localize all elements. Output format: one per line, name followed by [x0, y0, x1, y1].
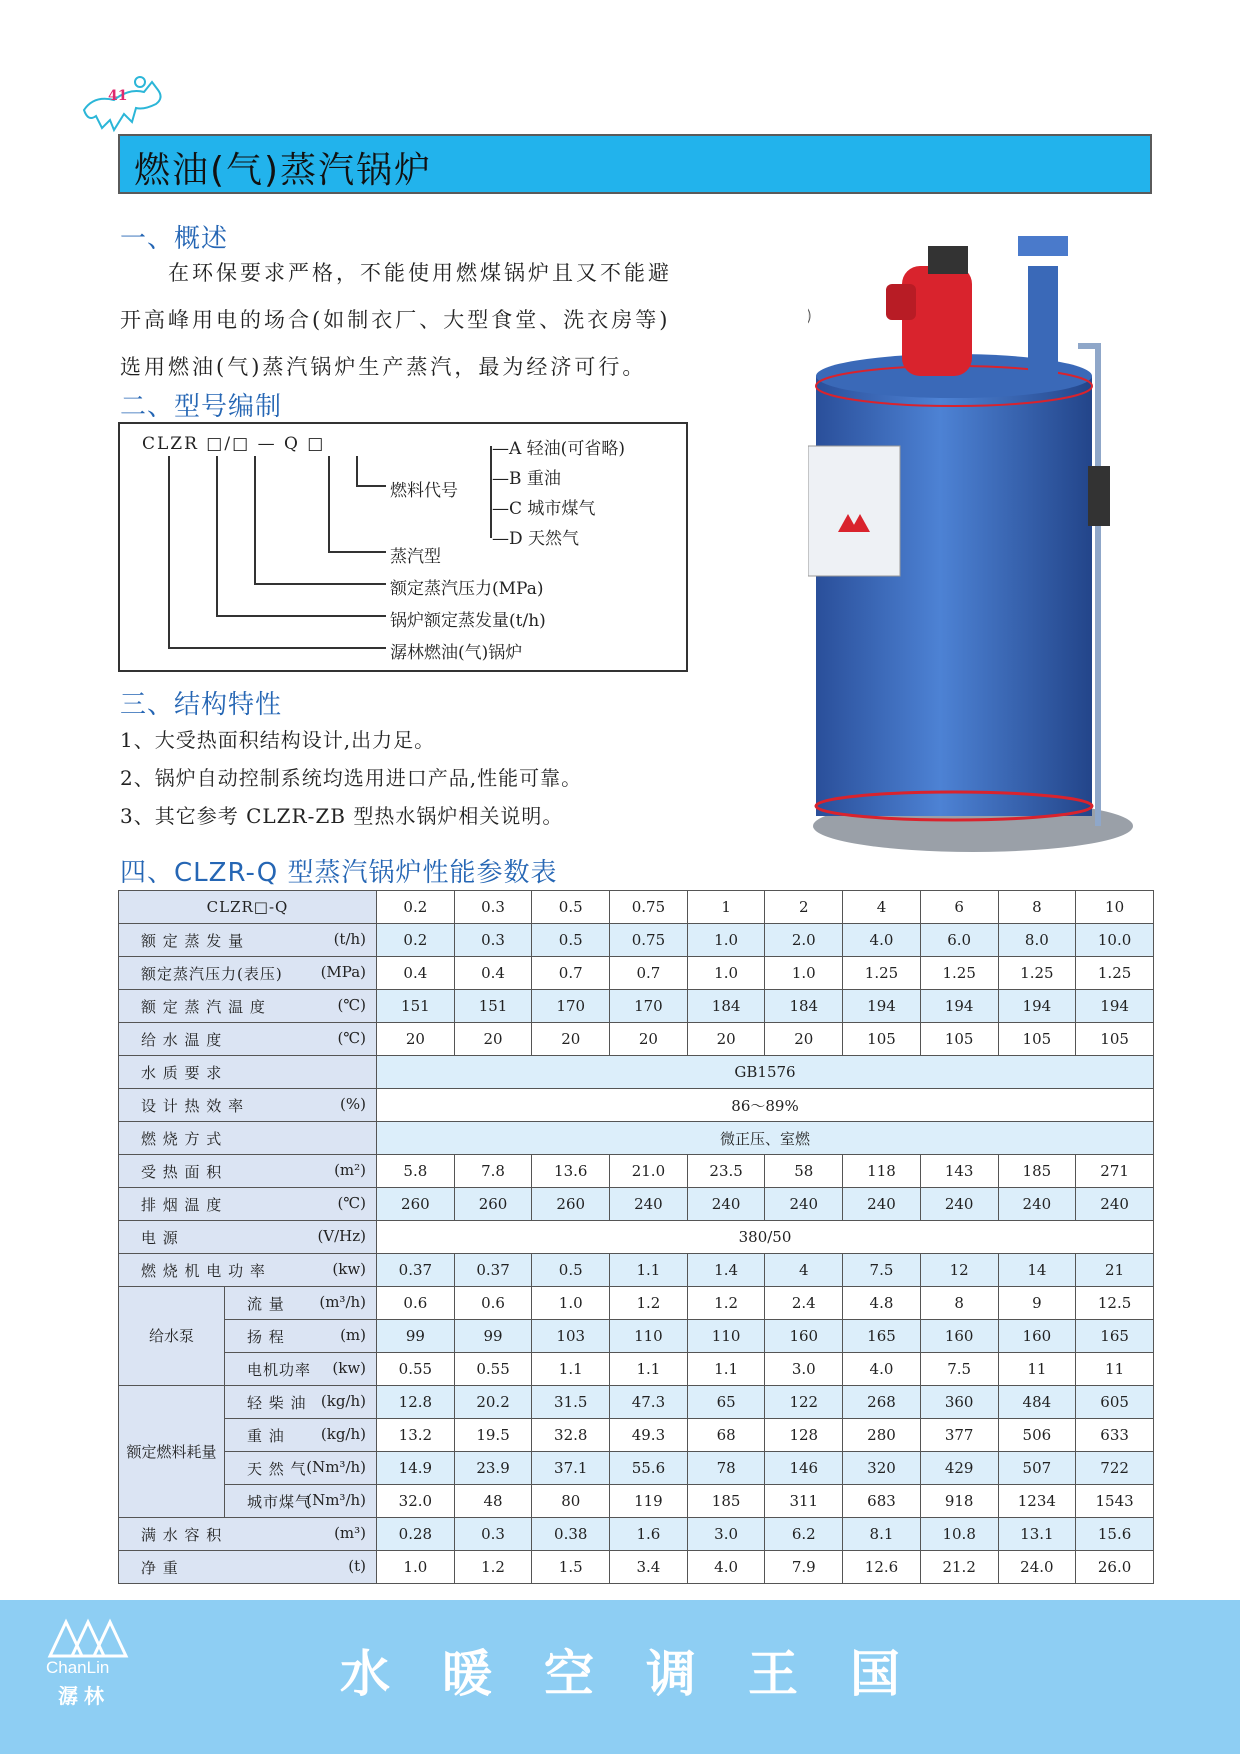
value-cell: 55.6 — [610, 1452, 688, 1485]
value-cell: 5.8 — [377, 1155, 455, 1188]
row-unit: (Nm³/h) — [306, 1457, 367, 1476]
value-cell: 12.5 — [1076, 1287, 1154, 1320]
row-label — [225, 1386, 377, 1419]
row-label — [225, 1452, 377, 1485]
value-cell: 377 — [920, 1419, 998, 1452]
value-cell: 31.5 — [532, 1386, 610, 1419]
row-label-text: 额 定 蒸 汽 温 度 — [141, 997, 266, 1016]
value-cell: 14.9 — [377, 1452, 455, 1485]
value-cell: 14 — [998, 1254, 1076, 1287]
value-cell: 0.28 — [377, 1518, 455, 1551]
value-cell: 20 — [532, 1023, 610, 1056]
value-cell: 110 — [610, 1320, 688, 1353]
span-value-cell: 380/50 — [377, 1221, 1154, 1254]
value-cell: 260 — [454, 1188, 532, 1221]
row-label-text: 燃 烧 方 式 — [141, 1129, 223, 1148]
value-cell: 484 — [998, 1386, 1076, 1419]
value-cell: 0.7 — [532, 957, 610, 990]
overview-heading: 一、概述 — [120, 224, 229, 254]
value-cell: 6.0 — [920, 924, 998, 957]
value-cell: 260 — [377, 1188, 455, 1221]
value-cell: 160 — [765, 1320, 843, 1353]
table-row — [119, 1155, 1154, 1188]
overview-paragraph — [120, 250, 720, 391]
value-cell: 10.0 — [1076, 924, 1154, 957]
value-cell: 20.2 — [454, 1386, 532, 1419]
row-unit: (V/Hz) — [317, 1226, 367, 1245]
value-cell: 240 — [765, 1188, 843, 1221]
row-label-text: 电 源 — [141, 1228, 179, 1247]
row-label — [119, 1155, 377, 1188]
value-cell: 8.1 — [843, 1518, 921, 1551]
row-label — [119, 924, 377, 957]
overview-line: 在环保要求严格，不能使用燃煤锅炉且又不能避 — [168, 261, 672, 285]
value-cell: 1543 — [1076, 1485, 1154, 1518]
value-cell: 0.6 — [377, 1287, 455, 1320]
row-label — [225, 1287, 377, 1320]
model-header-cell: 4 — [843, 891, 921, 924]
table-row — [119, 1188, 1154, 1221]
value-cell: 1.0 — [377, 1551, 455, 1584]
row-label-text: 城市煤气 — [247, 1492, 312, 1511]
row-label — [119, 1122, 377, 1155]
value-cell: 0.5 — [532, 924, 610, 957]
value-cell: 1.25 — [843, 957, 921, 990]
value-cell: 0.3 — [454, 1518, 532, 1551]
value-cell: 0.4 — [454, 957, 532, 990]
value-cell: 7.9 — [765, 1551, 843, 1584]
value-cell: 12.6 — [843, 1551, 921, 1584]
row-label — [225, 1320, 377, 1353]
value-cell: 65 — [687, 1386, 765, 1419]
value-cell: 105 — [920, 1023, 998, 1056]
row-label-text: 轻 柴 油 — [247, 1393, 307, 1412]
model-label-capacity: 锅炉额定蒸发量(t/h) — [390, 611, 546, 631]
model-code-diagram — [118, 422, 688, 672]
value-cell: 1.2 — [610, 1287, 688, 1320]
row-unit: (m³/h) — [319, 1292, 367, 1311]
value-cell: 1.6 — [610, 1518, 688, 1551]
value-cell: 0.4 — [377, 957, 455, 990]
title-bar — [118, 134, 1152, 194]
row-label-text: 额定蒸汽压力(表压) — [141, 964, 283, 983]
row-label — [119, 1056, 377, 1089]
value-cell: 240 — [843, 1188, 921, 1221]
value-cell: 99 — [454, 1320, 532, 1353]
value-cell: 1.4 — [687, 1254, 765, 1287]
value-cell: 3.4 — [610, 1551, 688, 1584]
value-cell: 146 — [765, 1452, 843, 1485]
fuel-option: —C 城市煤气 — [492, 499, 596, 519]
value-cell: 32.8 — [532, 1419, 610, 1452]
value-cell: 194 — [1076, 990, 1154, 1023]
value-cell: 12.8 — [377, 1386, 455, 1419]
value-cell: 506 — [998, 1419, 1076, 1452]
row-label — [119, 1023, 377, 1056]
value-cell: 0.3 — [454, 924, 532, 957]
row-label-text: 天 然 气 — [247, 1459, 307, 1478]
row-label-text: 排 烟 温 度 — [141, 1195, 223, 1214]
value-cell: 0.38 — [532, 1518, 610, 1551]
value-cell: 10.8 — [920, 1518, 998, 1551]
row-label-text: 给 水 温 度 — [141, 1030, 223, 1049]
value-cell: 8 — [920, 1287, 998, 1320]
value-cell: 240 — [1076, 1188, 1154, 1221]
fuel-option: —D 天然气 — [492, 529, 580, 549]
value-cell: 48 — [454, 1485, 532, 1518]
value-cell: 105 — [998, 1023, 1076, 1056]
row-unit: (m²) — [334, 1160, 367, 1179]
row-unit: (%) — [340, 1094, 367, 1113]
row-label-text: 满 水 容 积 — [141, 1525, 223, 1544]
value-cell: 311 — [765, 1485, 843, 1518]
row-label — [119, 1551, 377, 1584]
row-label-text: 水 质 要 求 — [141, 1063, 223, 1082]
overview-line: 开高峰用电的场合(如制衣厂、大型食堂、洗衣房等) — [120, 308, 671, 332]
row-unit: (kw) — [332, 1259, 367, 1278]
fuel-option: —A 轻油(可省略) — [492, 439, 625, 459]
value-cell: 21.2 — [920, 1551, 998, 1584]
value-cell: 1.2 — [687, 1287, 765, 1320]
row-label — [119, 1518, 377, 1551]
table-row — [119, 1089, 1154, 1122]
table-row — [119, 1122, 1154, 1155]
table-row — [119, 1419, 1154, 1452]
model-header-cell: 0.3 — [454, 891, 532, 924]
table-row — [119, 1287, 1154, 1320]
value-cell: 0.7 — [610, 957, 688, 990]
row-label-text: 受 热 面 积 — [141, 1162, 223, 1181]
table-row — [119, 1452, 1154, 1485]
value-cell: 184 — [765, 990, 843, 1023]
value-cell: 143 — [920, 1155, 998, 1188]
row-label-text: 设 计 热 效 率 — [141, 1096, 245, 1115]
value-cell: 13.1 — [998, 1518, 1076, 1551]
page-title: 燃油(气)蒸汽锅炉 — [134, 150, 433, 191]
value-cell: 4.0 — [843, 1353, 921, 1386]
value-cell: 24.0 — [998, 1551, 1076, 1584]
row-label — [119, 1254, 377, 1287]
value-cell: 23.5 — [687, 1155, 765, 1188]
value-cell: 105 — [843, 1023, 921, 1056]
row-unit: (MPa) — [320, 962, 367, 981]
row-unit: (m) — [340, 1325, 367, 1344]
model-header-cell: 0.75 — [610, 891, 688, 924]
value-cell: 49.3 — [610, 1419, 688, 1452]
value-cell: 1234 — [998, 1485, 1076, 1518]
value-cell: 320 — [843, 1452, 921, 1485]
value-cell: 170 — [532, 990, 610, 1023]
table-row — [119, 924, 1154, 957]
value-cell: 240 — [920, 1188, 998, 1221]
value-cell: 0.37 — [454, 1254, 532, 1287]
table-row — [119, 1518, 1154, 1551]
value-cell: 2.4 — [765, 1287, 843, 1320]
value-cell: 118 — [843, 1155, 921, 1188]
value-cell: 6.2 — [765, 1518, 843, 1551]
value-cell: 722 — [1076, 1452, 1154, 1485]
value-cell: 99 — [377, 1320, 455, 1353]
feature-item: 2、锅炉自动控制系统均选用进口产品,性能可靠。 — [120, 766, 583, 790]
table-row — [119, 957, 1154, 990]
value-cell: 23.9 — [454, 1452, 532, 1485]
value-cell: 13.2 — [377, 1419, 455, 1452]
value-cell: 58 — [765, 1155, 843, 1188]
spec-table — [118, 890, 1154, 1584]
value-cell: 194 — [920, 990, 998, 1023]
value-cell: 165 — [843, 1320, 921, 1353]
overview-line: 选用燃油(气)蒸汽锅炉生产蒸汽，最为经济可行。 — [120, 355, 647, 379]
table-row — [119, 1386, 1154, 1419]
group-label: 给水泵 — [119, 1287, 225, 1386]
row-label — [119, 990, 377, 1023]
boiler-image — [808, 236, 1138, 856]
value-cell: 7.5 — [843, 1254, 921, 1287]
value-cell: 11 — [1076, 1353, 1154, 1386]
model-heading: 二、型号编制 — [120, 392, 283, 422]
value-cell: 605 — [1076, 1386, 1154, 1419]
value-cell: 32.0 — [377, 1485, 455, 1518]
value-cell: 78 — [687, 1452, 765, 1485]
model-header-cell: 6 — [920, 891, 998, 924]
row-unit: (kg/h) — [320, 1391, 367, 1410]
value-cell: 1.0 — [532, 1287, 610, 1320]
model-header-cell: 1 — [687, 891, 765, 924]
value-cell: 0.37 — [377, 1254, 455, 1287]
value-cell: 3.0 — [765, 1353, 843, 1386]
value-cell: 119 — [610, 1485, 688, 1518]
model-header-cell: 0.5 — [532, 891, 610, 924]
value-cell: 268 — [843, 1386, 921, 1419]
value-cell: 7.8 — [454, 1155, 532, 1188]
row-label-text: 流 量 — [247, 1294, 285, 1313]
row-unit: (kw) — [332, 1358, 367, 1377]
value-cell: 21.0 — [610, 1155, 688, 1188]
value-cell: 1.2 — [454, 1551, 532, 1584]
table-row — [119, 1023, 1154, 1056]
brand-name-en: ChanLin — [46, 1658, 110, 1677]
table-row — [119, 1551, 1154, 1584]
value-cell: 360 — [920, 1386, 998, 1419]
feature-item: 3、其它参考 CLZR-ZB 型热水锅炉相关说明。 — [120, 804, 564, 828]
row-label-text: 重 油 — [247, 1426, 285, 1445]
table-row — [119, 1485, 1154, 1518]
span-value-cell: 微正压、室燃 — [377, 1122, 1154, 1155]
value-cell: 0.55 — [377, 1353, 455, 1386]
model-header-cell: 8 — [998, 891, 1076, 924]
value-cell: 184 — [687, 990, 765, 1023]
row-label-text: 扬 程 — [247, 1327, 285, 1346]
value-cell: 8.0 — [998, 924, 1076, 957]
page-number: 41 — [108, 88, 128, 104]
value-cell: 271 — [1076, 1155, 1154, 1188]
fuel-code-label: 燃料代号 — [390, 481, 458, 501]
row-label — [119, 1221, 377, 1254]
value-cell: 105 — [1076, 1023, 1154, 1056]
value-cell: 12 — [920, 1254, 998, 1287]
value-cell: 7.5 — [920, 1353, 998, 1386]
table-header-label: CLZR□-Q — [119, 891, 377, 924]
feature-item: 1、大受热面积结构设计,出力足。 — [120, 728, 436, 752]
row-label-text: 电机功率 — [247, 1360, 312, 1379]
value-cell: 507 — [998, 1452, 1076, 1485]
value-cell: 429 — [920, 1452, 998, 1485]
value-cell: 151 — [377, 990, 455, 1023]
brand-name-cn: 潺林 — [58, 1684, 110, 1708]
value-cell: 683 — [843, 1485, 921, 1518]
value-cell: 47.3 — [610, 1386, 688, 1419]
row-label-text: 燃 烧 机 电 功 率 — [141, 1261, 266, 1280]
value-cell: 19.5 — [454, 1419, 532, 1452]
model-label-pressure: 额定蒸汽压力(MPa) — [390, 579, 544, 599]
value-cell: 1.25 — [1076, 957, 1154, 990]
value-cell: 165 — [1076, 1320, 1154, 1353]
value-cell: 2.0 — [765, 924, 843, 957]
value-cell: 1.0 — [687, 924, 765, 957]
row-label — [119, 957, 377, 990]
value-cell: 0.5 — [532, 1254, 610, 1287]
value-cell: 170 — [610, 990, 688, 1023]
value-cell: 128 — [765, 1419, 843, 1452]
row-unit: (℃) — [337, 1028, 367, 1047]
value-cell: 240 — [610, 1188, 688, 1221]
row-label-text: 净 重 — [141, 1558, 179, 1577]
value-cell: 4.8 — [843, 1287, 921, 1320]
value-cell: 1.1 — [532, 1353, 610, 1386]
table-row — [119, 1056, 1154, 1089]
footer — [0, 1600, 1240, 1754]
model-header-cell: 2 — [765, 891, 843, 924]
table-heading: 四、CLZR-Q 型蒸汽锅炉性能参数表 — [120, 858, 558, 888]
value-cell: 185 — [687, 1485, 765, 1518]
value-cell: 151 — [454, 990, 532, 1023]
value-cell: 0.55 — [454, 1353, 532, 1386]
group-label: 额定燃料耗量 — [119, 1386, 225, 1518]
value-cell: 240 — [687, 1188, 765, 1221]
value-cell: 1.1 — [687, 1353, 765, 1386]
value-cell: 280 — [843, 1419, 921, 1452]
row-label-text: 额 定 蒸 发 量 — [141, 931, 245, 950]
footer-slogan: 水暖空调王国 — [340, 1645, 952, 1703]
value-cell: 20 — [687, 1023, 765, 1056]
value-cell: 240 — [998, 1188, 1076, 1221]
row-unit: (kg/h) — [320, 1424, 367, 1443]
value-cell: 194 — [843, 990, 921, 1023]
value-cell: 160 — [920, 1320, 998, 1353]
value-cell: 1.25 — [920, 957, 998, 990]
value-cell: 80 — [532, 1485, 610, 1518]
value-cell: 4.0 — [687, 1551, 765, 1584]
row-label — [225, 1353, 377, 1386]
value-cell: 185 — [998, 1155, 1076, 1188]
value-cell: 122 — [765, 1386, 843, 1419]
table-row — [119, 990, 1154, 1023]
model-header-cell: 0.2 — [377, 891, 455, 924]
value-cell: 11 — [998, 1353, 1076, 1386]
value-cell: 0.75 — [610, 924, 688, 957]
value-cell: 4.0 — [843, 924, 921, 957]
value-cell: 160 — [998, 1320, 1076, 1353]
value-cell: 633 — [1076, 1419, 1154, 1452]
features-heading: 三、结构特性 — [120, 690, 283, 720]
value-cell: 103 — [532, 1320, 610, 1353]
row-label — [119, 1089, 377, 1122]
value-cell: 194 — [998, 990, 1076, 1023]
table-row — [119, 1320, 1154, 1353]
model-code: CLZR □/□ — Q □ — [142, 434, 326, 454]
chanlin-logo-icon — [46, 1616, 130, 1660]
model-label-brand: 潺林燃油(气)锅炉 — [390, 643, 523, 663]
value-cell: 918 — [920, 1485, 998, 1518]
table-row — [119, 1254, 1154, 1287]
row-unit: (℃) — [337, 995, 367, 1014]
value-cell: 20 — [377, 1023, 455, 1056]
value-cell: 20 — [765, 1023, 843, 1056]
model-label-steam: 蒸汽型 — [390, 547, 441, 567]
value-cell: 1.1 — [610, 1353, 688, 1386]
row-unit: (t) — [348, 1556, 367, 1575]
span-value-cell: 86～89% — [377, 1089, 1154, 1122]
value-cell: 110 — [687, 1320, 765, 1353]
value-cell: 260 — [532, 1188, 610, 1221]
value-cell: 4 — [765, 1254, 843, 1287]
value-cell: 15.6 — [1076, 1518, 1154, 1551]
row-label — [225, 1419, 377, 1452]
value-cell: 3.0 — [687, 1518, 765, 1551]
value-cell: 26.0 — [1076, 1551, 1154, 1584]
row-unit: (t/h) — [333, 929, 367, 948]
value-cell: 20 — [610, 1023, 688, 1056]
table-row — [119, 1353, 1154, 1386]
table-row — [119, 891, 1154, 924]
row-label — [225, 1485, 377, 1518]
value-cell: 68 — [687, 1419, 765, 1452]
row-unit: (Nm³/h) — [306, 1490, 367, 1509]
value-cell: 1.5 — [532, 1551, 610, 1584]
value-cell: 1.0 — [687, 957, 765, 990]
row-unit: (℃) — [337, 1193, 367, 1212]
value-cell: 0.6 — [454, 1287, 532, 1320]
value-cell: 20 — [454, 1023, 532, 1056]
value-cell: 9 — [998, 1287, 1076, 1320]
model-header-cell: 10 — [1076, 891, 1154, 924]
table-row — [119, 1221, 1154, 1254]
row-label — [119, 1188, 377, 1221]
value-cell: 1.0 — [765, 957, 843, 990]
span-value-cell: GB1576 — [377, 1056, 1154, 1089]
value-cell: 37.1 — [532, 1452, 610, 1485]
value-cell: 21 — [1076, 1254, 1154, 1287]
row-unit: (m³) — [334, 1523, 367, 1542]
fuel-option: —B 重油 — [492, 469, 561, 489]
value-cell: 13.6 — [532, 1155, 610, 1188]
value-cell: 0.2 — [377, 924, 455, 957]
value-cell: 1.25 — [998, 957, 1076, 990]
value-cell: 1.1 — [610, 1254, 688, 1287]
